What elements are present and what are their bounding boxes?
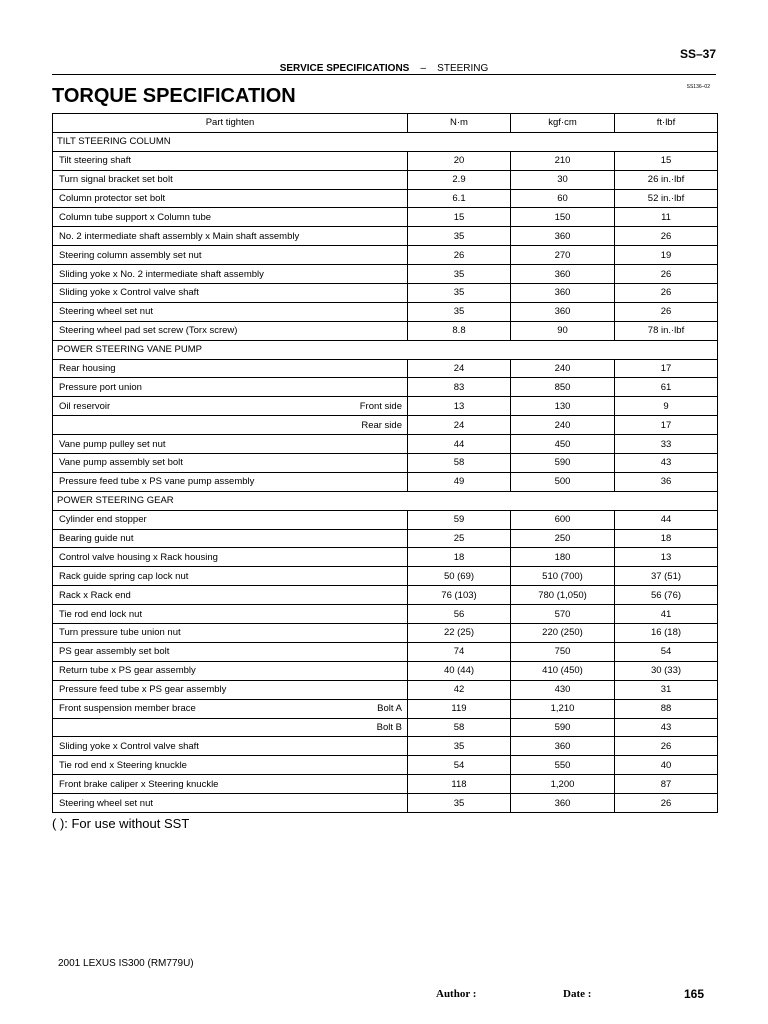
part-name: Steering wheel pad set screw (Torx screw) — [59, 325, 238, 337]
nm-value: 13 — [408, 397, 511, 416]
kgfcm-value: 780 (1,050) — [511, 586, 615, 605]
ftlbf-value: 18 — [615, 529, 718, 548]
ftlbf-value: 26 in.·lbf — [615, 170, 718, 189]
nm-value: 22 (25) — [408, 624, 511, 643]
part-cell — [53, 472, 408, 491]
part-cell — [53, 284, 408, 303]
part-cell — [53, 208, 408, 227]
section-header-separator: – — [420, 63, 427, 74]
table-row — [53, 435, 718, 454]
section-header — [0, 63, 768, 74]
document-code: SS136–02 — [686, 84, 710, 90]
part-name: Steering wheel set nut — [59, 306, 154, 318]
part-cell — [53, 718, 408, 737]
kgfcm-value: 1,210 — [511, 699, 615, 718]
part-cell — [53, 529, 408, 548]
part-cell — [53, 435, 408, 454]
part-cell — [53, 265, 408, 284]
table-row — [53, 794, 718, 813]
part-sub-label: Rear side — [361, 419, 402, 431]
kgfcm-value: 210 — [511, 151, 615, 170]
section-label: POWER STEERING GEAR — [53, 491, 718, 510]
part-name: Turn pressure tube union nut — [59, 627, 181, 639]
table-row — [53, 529, 718, 548]
ftlbf-value: 61 — [615, 378, 718, 397]
table-row — [53, 359, 718, 378]
ftlbf-value: 56 (76) — [615, 586, 718, 605]
nm-value: 74 — [408, 642, 511, 661]
part-name: Sliding yoke x Control valve shaft — [59, 287, 199, 299]
ftlbf-value: 54 — [615, 642, 718, 661]
table-row — [53, 227, 718, 246]
kgfcm-value: 570 — [511, 605, 615, 624]
ftlbf-value: 26 — [615, 302, 718, 321]
part-name: No. 2 intermediate shaft assembly x Main shaft assembly — [59, 230, 300, 242]
table-row — [53, 567, 718, 586]
ftlbf-value: 26 — [615, 737, 718, 756]
kgfcm-value: 360 — [511, 302, 615, 321]
ftlbf-value: 16 (18) — [615, 624, 718, 643]
table-row — [53, 642, 718, 661]
ftlbf-value: 26 — [615, 794, 718, 813]
section-row — [53, 491, 718, 510]
ftlbf-value: 37 (51) — [615, 567, 718, 586]
part-name: Steering column assembly set nut — [59, 249, 202, 261]
table-row — [53, 737, 718, 756]
part-name: Rack x Rack end — [59, 589, 131, 601]
nm-value: 119 — [408, 699, 511, 718]
part-cell — [53, 642, 408, 661]
nm-value: 44 — [408, 435, 511, 454]
column-header-ftlbf: ft·lbf — [615, 114, 718, 133]
ftlbf-value: 31 — [615, 680, 718, 699]
table-row — [53, 775, 718, 794]
kgfcm-value: 600 — [511, 510, 615, 529]
part-cell — [53, 661, 408, 680]
table-row — [53, 321, 718, 340]
part-cell — [53, 586, 408, 605]
part-cell — [53, 246, 408, 265]
part-cell — [53, 624, 408, 643]
kgfcm-value: 550 — [511, 756, 615, 775]
nm-value: 58 — [408, 718, 511, 737]
part-cell — [53, 397, 408, 416]
part-cell — [53, 605, 408, 624]
kgfcm-value: 590 — [511, 718, 615, 737]
kgfcm-value: 1,200 — [511, 775, 615, 794]
kgfcm-value: 270 — [511, 246, 615, 265]
kgfcm-value: 250 — [511, 529, 615, 548]
ftlbf-value: 26 — [615, 265, 718, 284]
part-sub-label: Front side — [359, 400, 402, 412]
table-row — [53, 454, 718, 473]
nm-value: 18 — [408, 548, 511, 567]
kgfcm-value: 90 — [511, 321, 615, 340]
table-row — [53, 718, 718, 737]
page-code: SS–37 — [679, 47, 716, 61]
kgfcm-value: 410 (450) — [511, 661, 615, 680]
part-name: Vane pump assembly set bolt — [59, 457, 183, 469]
part-cell — [53, 775, 408, 794]
part-name: Control valve housing x Rack housing — [59, 551, 218, 563]
table-row — [53, 284, 718, 303]
kgfcm-value: 360 — [511, 794, 615, 813]
ftlbf-value: 87 — [615, 775, 718, 794]
part-name: Bearing guide nut — [59, 533, 134, 545]
table-row — [53, 378, 718, 397]
part-cell — [53, 680, 408, 699]
table-row — [53, 265, 718, 284]
ftlbf-value: 9 — [615, 397, 718, 416]
table-row — [53, 170, 718, 189]
table-body — [53, 132, 718, 812]
kgfcm-value: 450 — [511, 435, 615, 454]
section-header-bold: SERVICE SPECIFICATIONS — [279, 63, 410, 74]
part-cell — [53, 170, 408, 189]
part-cell — [53, 548, 408, 567]
nm-value: 35 — [408, 265, 511, 284]
table-row — [53, 510, 718, 529]
part-cell — [53, 416, 408, 435]
ftlbf-value: 36 — [615, 472, 718, 491]
part-name: Pressure feed tube x PS vane pump assembly — [59, 476, 255, 488]
part-cell — [53, 756, 408, 775]
nm-value: 35 — [408, 794, 511, 813]
table-row — [53, 699, 718, 718]
sst-note: ( ): For use without SST — [52, 816, 190, 831]
ftlbf-value: 26 — [615, 284, 718, 303]
nm-value: 20 — [408, 151, 511, 170]
nm-value: 42 — [408, 680, 511, 699]
ftlbf-value: 19 — [615, 246, 718, 265]
part-cell — [53, 321, 408, 340]
ftlbf-value: 43 — [615, 454, 718, 473]
nm-value: 35 — [408, 737, 511, 756]
table-row — [53, 605, 718, 624]
ftlbf-value: 30 (33) — [615, 661, 718, 680]
table-row — [53, 661, 718, 680]
column-header-kgfcm: kgf·cm — [511, 114, 615, 133]
nm-value: 15 — [408, 208, 511, 227]
ftlbf-value: 15 — [615, 151, 718, 170]
nm-value: 50 (69) — [408, 567, 511, 586]
page-number: 165 — [684, 987, 705, 1001]
part-cell — [53, 699, 408, 718]
kgfcm-value: 500 — [511, 472, 615, 491]
nm-value: 76 (103) — [408, 586, 511, 605]
page-title: TORQUE SPECIFICATION — [52, 85, 296, 107]
part-name: Pressure feed tube x PS gear assembly — [59, 684, 227, 696]
ftlbf-value: 13 — [615, 548, 718, 567]
part-cell — [53, 567, 408, 586]
kgfcm-value: 220 (250) — [511, 624, 615, 643]
nm-value: 35 — [408, 284, 511, 303]
table-row — [53, 586, 718, 605]
part-name: Sliding yoke x Control valve shaft — [59, 740, 199, 752]
nm-value: 83 — [408, 378, 511, 397]
part-cell — [53, 189, 408, 208]
section-header-name: STEERING — [437, 63, 489, 74]
part-name: Column protector set bolt — [59, 193, 166, 204]
kgfcm-value: 130 — [511, 397, 615, 416]
table-row — [53, 397, 718, 416]
part-name: Rear housing — [59, 363, 116, 375]
table-row — [53, 624, 718, 643]
nm-value: 25 — [408, 529, 511, 548]
part-cell — [53, 378, 408, 397]
header-rule — [52, 74, 716, 75]
kgfcm-value: 60 — [511, 189, 615, 208]
part-name: Front suspension member brace — [59, 703, 196, 715]
table-header-row — [53, 114, 718, 133]
footer-model: 2001 LEXUS IS300 (RM779U) — [58, 958, 194, 969]
table-row — [53, 151, 718, 170]
part-cell — [53, 510, 408, 529]
part-name: Steering wheel set nut — [59, 797, 154, 809]
nm-value: 6.1 — [408, 189, 511, 208]
part-cell — [53, 359, 408, 378]
kgfcm-value: 360 — [511, 265, 615, 284]
kgfcm-value: 510 (700) — [511, 567, 615, 586]
nm-value: 58 — [408, 454, 511, 473]
ftlbf-value: 33 — [615, 435, 718, 454]
kgfcm-value: 850 — [511, 378, 615, 397]
kgfcm-value: 360 — [511, 227, 615, 246]
table-row — [53, 680, 718, 699]
kgfcm-value: 360 — [511, 284, 615, 303]
table-row — [53, 246, 718, 265]
section-row — [53, 340, 718, 359]
part-sub-label: Bolt A — [377, 703, 402, 715]
ftlbf-value: 52 in.·lbf — [615, 189, 718, 208]
kgfcm-value: 180 — [511, 548, 615, 567]
part-name: Tie rod end x Steering knuckle — [59, 759, 187, 771]
nm-value: 8.8 — [408, 321, 511, 340]
torque-table — [52, 113, 718, 813]
nm-value: 118 — [408, 775, 511, 794]
part-cell — [53, 151, 408, 170]
kgfcm-value: 750 — [511, 642, 615, 661]
part-name: PS gear assembly set bolt — [59, 646, 170, 658]
ftlbf-value: 40 — [615, 756, 718, 775]
ftlbf-value: 17 — [615, 359, 718, 378]
part-name: Rack guide spring cap lock nut — [59, 570, 189, 582]
section-label: POWER STEERING VANE PUMP — [53, 340, 718, 359]
part-cell — [53, 227, 408, 246]
part-name: Front brake caliper x Steering knuckle — [59, 778, 219, 790]
part-name: Tie rod end lock nut — [59, 608, 143, 620]
table-row — [53, 208, 718, 227]
column-header-nm: N·m — [408, 114, 511, 133]
part-name: Sliding yoke x No. 2 intermediate shaft assembly — [59, 268, 264, 280]
part-name: Vane pump pulley set nut — [59, 438, 166, 450]
kgfcm-value: 430 — [511, 680, 615, 699]
nm-value: 35 — [408, 227, 511, 246]
kgfcm-value: 30 — [511, 170, 615, 189]
table-row — [53, 189, 718, 208]
ftlbf-value: 78 in.·lbf — [615, 321, 718, 340]
ftlbf-value: 41 — [615, 605, 718, 624]
table-row — [53, 302, 718, 321]
nm-value: 40 (44) — [408, 661, 511, 680]
table-row — [53, 416, 718, 435]
column-header-part: Part tighten — [53, 114, 408, 133]
section-row — [53, 132, 718, 151]
kgfcm-value: 240 — [511, 359, 615, 378]
footer-date-label: Date : — [563, 988, 592, 1000]
kgfcm-value: 590 — [511, 454, 615, 473]
part-cell — [53, 454, 408, 473]
kgfcm-value: 360 — [511, 737, 615, 756]
nm-value: 59 — [408, 510, 511, 529]
section-label: TILT STEERING COLUMN — [53, 132, 718, 151]
part-name: Column tube support x Column tube — [59, 211, 212, 223]
part-cell — [53, 302, 408, 321]
nm-value: 24 — [408, 359, 511, 378]
ftlbf-value: 17 — [615, 416, 718, 435]
ftlbf-value: 11 — [615, 208, 718, 227]
nm-value: 56 — [408, 605, 511, 624]
part-sub-label: Bolt B — [376, 721, 402, 733]
part-name: Cylinder end stopper — [59, 514, 147, 526]
nm-value: 35 — [408, 302, 511, 321]
nm-value: 2.9 — [408, 170, 511, 189]
part-name: Pressure port union — [59, 381, 142, 393]
part-cell — [53, 794, 408, 813]
part-name: Return tube x PS gear assembly — [59, 665, 196, 677]
part-name: Turn signal bracket set bolt — [59, 174, 173, 186]
nm-value: 54 — [408, 756, 511, 775]
kgfcm-value: 150 — [511, 208, 615, 227]
ftlbf-value: 26 — [615, 227, 718, 246]
part-name: Tilt steering shaft — [59, 155, 131, 167]
table-row — [53, 472, 718, 491]
part-cell — [53, 737, 408, 756]
footer-author-label: Author : — [436, 988, 477, 1000]
table-row — [53, 756, 718, 775]
kgfcm-value: 240 — [511, 416, 615, 435]
nm-value: 49 — [408, 472, 511, 491]
part-name: Oil reservoir — [59, 400, 111, 412]
ftlbf-value: 88 — [615, 699, 718, 718]
ftlbf-value: 43 — [615, 718, 718, 737]
table-row — [53, 548, 718, 567]
nm-value: 24 — [408, 416, 511, 435]
nm-value: 26 — [408, 246, 511, 265]
ftlbf-value: 44 — [615, 510, 718, 529]
